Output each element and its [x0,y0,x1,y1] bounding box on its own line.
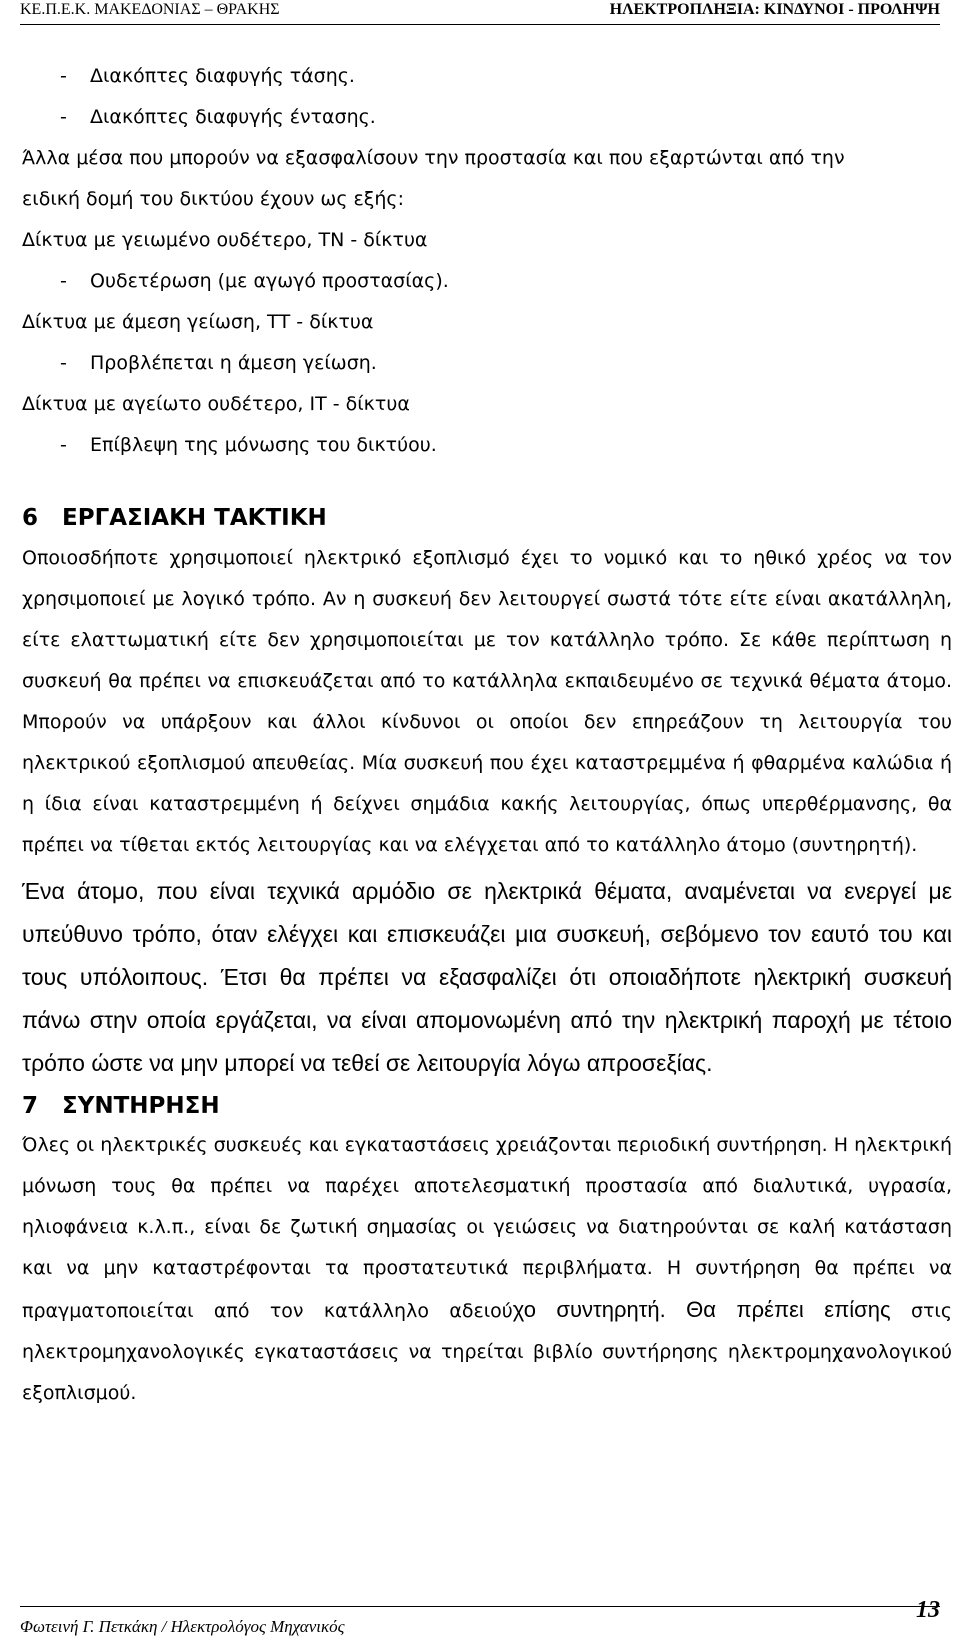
section-paragraph: Ένα άτομο, που είναι τεχνικά αρμόδιο σε ηλεκτρικά θέματα, αναμένεται να ενεργεί με υπεύθυνο τρόπο, όταν ελέγχει και επισκευάζει μια συσκευή, σεβόμενο τον εαυτό του και τους υπόλοιπους. Έτσι θα πρέπει να εξασφαλίζει ότι οποιαδήποτε ηλεκτρική συσκευή πάνω στην οποία εργάζεται, να είναι απομονωμένη από την ηλεκτρική παροχή με τέτοιο τρόπο ώστε να μην μπορεί να τεθεί σε λειτουργία λόγω απροσεξίας. [22,878,952,1076]
network-title: Δίκτυα με άμεση γείωση, ΤΤ - δίκτυα [22,311,374,333]
list-item: - Διακόπτες διαφυγής έντασης. [60,106,376,128]
intro-line: ειδική δομή του δικτύου έχουν ως εξής: [22,188,404,210]
network-title: Δίκτυα με αγείωτο ουδέτερο, ΙΤ - δίκτυα [22,393,410,415]
footer-author: Φωτεινή Γ. Πετκάκη / Ηλεκτρολόγος Μηχανικός [20,1617,345,1636]
section-paragraph: Οποιοσδήποτε χρησιμοποιεί ηλεκτρικό εξοπλισμό έχει το νομικό και το ηθικό χρέος να τον χρησιμοποιεί με λογικό τρόπο. Αν η συσκευή δεν λειτουργεί σωστά τότε είτε είναι ακατάλληλη, είτε ελαττωματική είτε δεν χρησιμοποιείται με τον κατάλληλο τρόπο. Σε κάθε περίπτωση η συσκευή θα πρέπει να επισκευάζεται από το κατάλληλα εκπαιδευμένο σε τεχνικά θέματα άτομο. Μπορούν να υπάρξουν και άλλοι κίνδυνοι οι οποίοι δεν επηρεάζουν τη λειτουργία του ηλεκτρικού εξοπλισμού απευθείας. Μία συσκευή που έχει καταστρεμμένα ή φθαρμένα καλώδια ή η ίδια είναι καταστρεμμένη ή δείχνει σημάδια κακής λειτουργίας, όπως υπερθέρμανσης, θα πρέπει να τίθεται εκτός λειτουργίας και να ελέγχεται από το κατάλληλο άτομο (συντηρητή). [22,547,952,856]
list-item: - Προβλέπεται η άμεση γείωση. [60,352,377,374]
page-header [20,0,940,25]
intro-line: Άλλα μέσα που μπορούν να εξασφαλίσουν την προστασία και που εξαρτώνται από την [22,147,845,169]
network-title: Δίκτυα με γειωμένο ουδέτερο, ΤΝ - δίκτυα [22,229,428,251]
list-item: - Επίβλεψη της μόνωσης του δικτύου. [60,434,437,456]
section-heading: 7 ΣΥΝΤΗΡΗΣΗ [22,1093,220,1119]
section-paragraph: Όλες οι ηλεκτρικές συσκευές και εγκαταστάσεις χρειάζονται περιοδική συντήρηση. Η ηλεκτρική μόνωση τους θα πρέπει να παρέχει αποτελεσματική προστασία από διαλυτικά, υγρασία, ηλιοφάνεια κ.λ.π., είναι δε ζωτική σημασίας οι γειώσεις να διατηρούνται σε καλή κατάσταση και να μην καταστρέφονται τα προστατευτικά περιβλήματα. Η συντήρηση θα πρέπει να πραγματοποιείται από τον κατάλληλο αδειούχο συντηρητή. Θα πρέπει επίσης στις ηλεκτρομηχανολογικές εγκαταστάσεις να τηρείται βιβλίο συντήρησης ηλεκτρομηχανολογικού εξοπλισμού. [22,1134,952,1404]
header-organization: ΚΕ.Π.Ε.Κ. ΜΑΚΕΔΟΝΙΑΣ – ΘΡΑΚΗΣ [20,1,280,18]
section-heading: 6 ΕΡΓΑΣΙΑΚΗ ΤΑΚΤΙΚΗ [22,505,327,531]
header-document-title: ΗΛΕΚΤΡΟΠΛΗΞΙΑ: ΚΙΝΔΥΝΟΙ - ΠΡΟΛΗΨΗ [609,1,940,18]
page-number: 13 [916,1597,940,1623]
list-item: - Διακόπτες διαφυγής τάσης. [60,65,355,87]
page-content [22,56,952,1414]
page-footer [20,1597,940,1639]
list-item: - Ουδετέρωση (με αγωγό προστασίας). [60,270,449,292]
